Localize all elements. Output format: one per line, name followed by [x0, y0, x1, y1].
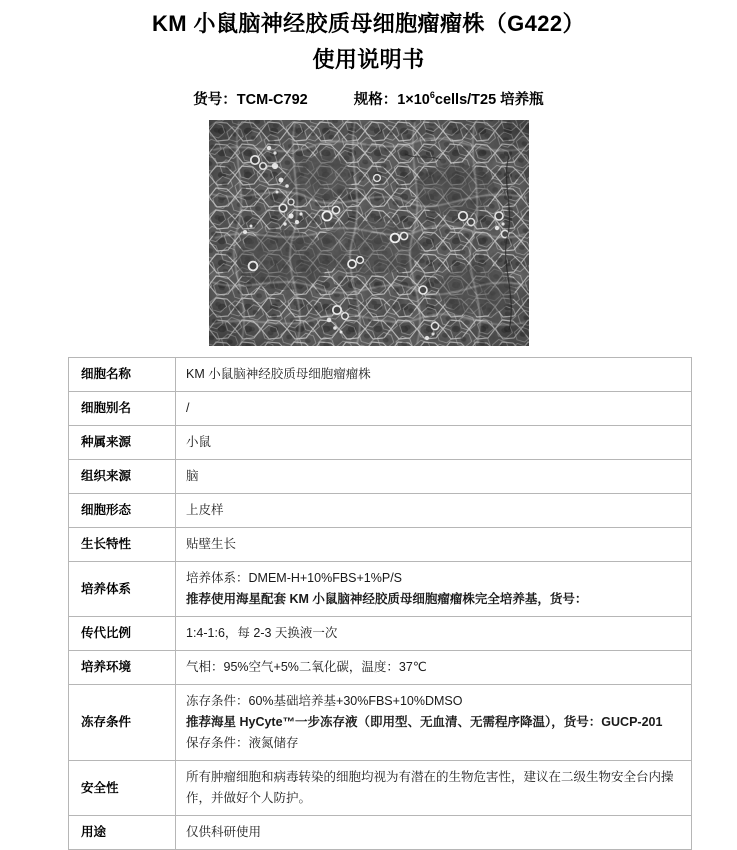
- value-line: 脑: [186, 469, 199, 483]
- cell-info-table: [68, 357, 692, 850]
- cell-micrograph-image: [209, 120, 529, 346]
- row-value: [176, 392, 692, 426]
- value-line: 气相：95%空气+5%二氧化碳，温度：37℃: [186, 660, 427, 674]
- spec-prefix: 规格：1×10: [353, 92, 430, 108]
- row-label: 种属来源: [69, 426, 176, 460]
- page-title-line-2: 使用说明书: [312, 47, 425, 72]
- row-label: 组织来源: [69, 460, 176, 494]
- catalog-spec-line: [0, 90, 737, 110]
- catalog-number: 货号：TCM-C792: [193, 92, 308, 108]
- row-value: [176, 816, 692, 850]
- row-value: [176, 761, 692, 816]
- table-row: [69, 358, 692, 392]
- row-value: [176, 460, 692, 494]
- table-row: [69, 426, 692, 460]
- row-label: 细胞形态: [69, 494, 176, 528]
- row-value: [176, 651, 692, 685]
- row-label: 生长特性: [69, 528, 176, 562]
- value-line: 1:4-1:6，每 2-3 天换液一次: [186, 626, 338, 640]
- row-label: 细胞别名: [69, 392, 176, 426]
- value-line: 冻存条件：60%基础培养基+30%FBS+10%DMSO: [186, 694, 463, 708]
- value-line: 贴壁生长: [186, 537, 237, 551]
- value-line: KM 小鼠脑神经胶质母细胞瘤瘤株: [186, 367, 371, 381]
- value-line: 培养体系：DMEM-H+10%FBS+1%P/S: [186, 571, 403, 585]
- value-line: 所有肿瘤细胞和病毒转染的细胞均视为有潜在的生物危害性，建议在二级生物安全台内操: [186, 770, 674, 784]
- value-line: 作，并做好个人防护。: [186, 791, 312, 805]
- micrograph-container: [0, 120, 737, 346]
- row-value: [176, 426, 692, 460]
- row-label: 培养体系: [69, 562, 176, 617]
- value-line: 上皮样: [186, 503, 224, 517]
- table-row: [69, 617, 692, 651]
- table-row: [69, 651, 692, 685]
- row-label: 传代比例: [69, 617, 176, 651]
- value-line: 小鼠: [186, 435, 212, 449]
- row-value: [176, 494, 692, 528]
- value-line: 仅供科研使用: [186, 825, 262, 839]
- table-row: [69, 460, 692, 494]
- row-value: [176, 528, 692, 562]
- value-line: /: [186, 401, 190, 415]
- table-row: [69, 494, 692, 528]
- row-label: 细胞名称: [69, 358, 176, 392]
- row-value: [176, 685, 692, 761]
- cell-info-table-container: [0, 357, 737, 850]
- table-row: [69, 392, 692, 426]
- value-line-bold: 推荐海星 HyCyte™一步冻存液（即用型、无血清、无需程序降温），货号：GUCP-201: [186, 715, 663, 729]
- cell-info-table-body: [69, 358, 692, 850]
- row-label: 培养环境: [69, 651, 176, 685]
- page-title-line-1: KM 小鼠脑神经胶质母细胞瘤瘤株（G422）: [152, 11, 585, 36]
- table-row: [69, 685, 692, 761]
- row-label: 用途: [69, 816, 176, 850]
- value-line: 保存条件：液氮储存: [186, 736, 299, 750]
- row-label: 安全性: [69, 761, 176, 816]
- row-value: [176, 358, 692, 392]
- micrograph-svg: [209, 120, 529, 346]
- table-row: [69, 761, 692, 816]
- spec-suffix: cells/T25 培养瓶: [434, 92, 544, 108]
- row-value: [176, 617, 692, 651]
- value-line-bold: 推荐使用海星配套 KM 小鼠脑神经胶质母细胞瘤瘤株完全培养基，货号：: [186, 592, 588, 606]
- table-row: [69, 816, 692, 850]
- table-row: [69, 562, 692, 617]
- spec-exponent: 6: [429, 90, 435, 101]
- document-header: [0, 0, 737, 76]
- table-row: [69, 528, 692, 562]
- row-label: 冻存条件: [69, 685, 176, 761]
- row-value: [176, 562, 692, 617]
